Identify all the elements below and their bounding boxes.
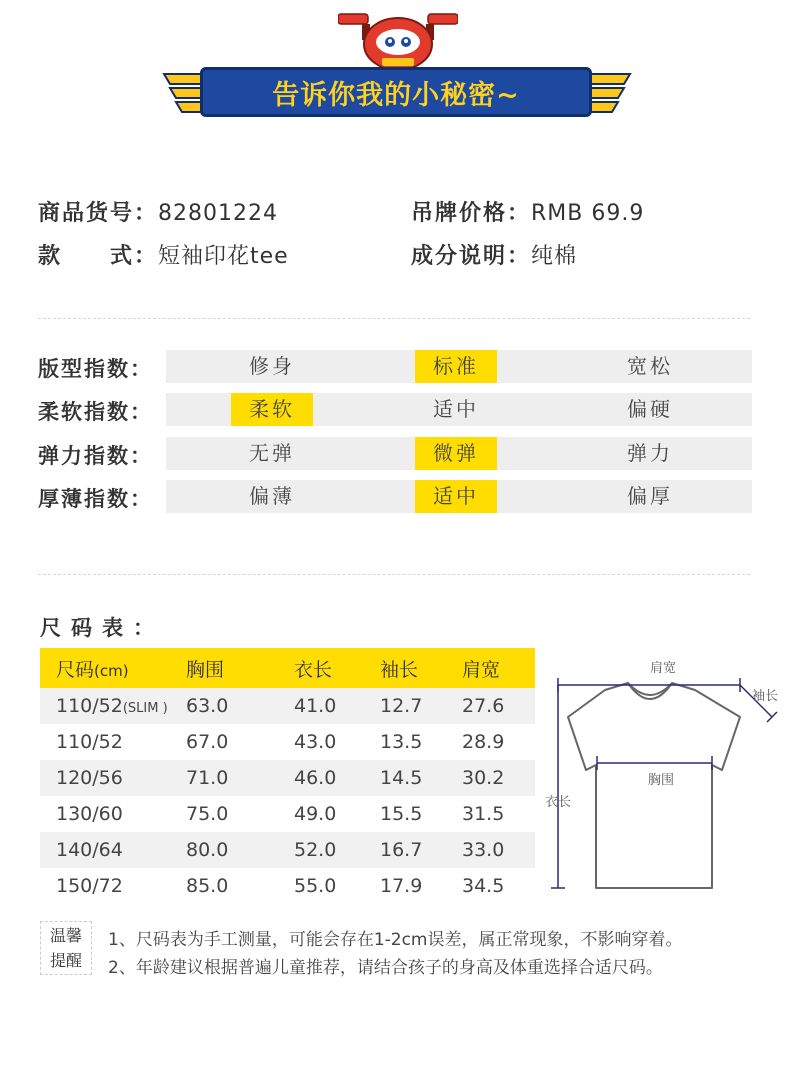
index-label-elasticity: 弹力指数： [38,444,153,468]
index-bar-thickness [166,480,752,513]
table-row [40,760,535,796]
header-size-unit: (cm) [94,661,129,680]
cell-length [274,839,362,861]
header-chest: 胸围 [186,658,225,681]
cell-sleeve [362,839,452,861]
cell-sleeve-text: 15.5 [380,803,423,825]
cell-shoulder-text: 28.9 [462,731,505,753]
banner-title: 告诉你我的小秘密~ [272,79,520,111]
index-label-softness: 柔软指数： [38,400,153,424]
cell-chest [178,767,274,789]
index-option: 宽松 [627,354,673,378]
cell-sleeve-text: 13.5 [380,731,423,753]
style-value: 短袖印花tee [158,244,289,269]
header-size-text: 尺码 [56,658,95,681]
price-row [411,196,644,227]
cell-sleeve [362,803,452,825]
cell-sleeve [362,731,452,753]
cell-chest [178,875,274,897]
cell-shoulder [452,839,535,861]
diagram-label-length: 衣长 [545,795,572,810]
index-bar-fit [166,350,752,383]
cell-length-text: 46.0 [294,767,337,789]
cell-size-text: 110/52 [56,731,123,753]
mascot-plane-icon [338,6,458,70]
cell-size-text: 120/56 [56,767,123,789]
cell-length [274,803,362,825]
cell-sleeve [362,695,452,717]
header-length: 衣长 [294,658,333,681]
cell-size-note: (SLIM ) [122,701,168,716]
diagram-label-sleeve: 袖长 [752,689,779,704]
cell-length-text: 43.0 [294,731,337,753]
table-row [40,688,535,724]
index-option: 标准 [415,350,497,383]
cell-length-text: 52.0 [294,839,337,861]
price-value: RMB 69.9 [531,201,645,226]
cell-length-text: 55.0 [294,875,337,897]
size-table-header [40,648,535,688]
wing-right-icon [586,70,634,116]
cell-shoulder-text: 31.5 [462,803,505,825]
index-option: 微弹 [415,437,497,470]
cell-length-text: 49.0 [294,803,337,825]
cell-length [274,767,362,789]
index-option: 无弹 [249,441,295,465]
index-option: 偏薄 [249,484,295,508]
item-number-value: 82801224 [158,201,278,226]
cell-chest-text: 85.0 [186,875,229,897]
item-number-row [38,196,278,227]
cell-sleeve-text: 16.7 [380,839,423,861]
material-label: 成分说明： [411,244,532,269]
index-option: 适中 [433,397,479,421]
cell-size [40,767,178,789]
notes-tag-line2: 提醒 [49,951,82,970]
cell-length-text: 41.0 [294,695,337,717]
cell-size [40,803,178,825]
cell-size-text: 140/64 [56,839,123,861]
diagram-label-chest: 胸围 [648,773,675,788]
cell-chest [178,731,274,753]
cell-chest-text: 75.0 [186,803,229,825]
index-bar-elasticity [166,437,752,470]
diagram-label-shoulder: 肩宽 [650,661,677,676]
note-item: 2、年龄建议根据普遍儿童推荐，请结合孩子的身高及体重选择合适尺码。 [108,958,663,978]
cell-size-text: 130/60 [56,803,123,825]
header-banner [0,0,790,130]
header-size [40,655,178,682]
size-table-body [40,688,535,904]
cell-chest [178,803,274,825]
cell-size-text: 110/52 [56,695,123,717]
index-option: 适中 [415,480,497,513]
index-label-fit: 版型指数： [38,357,153,381]
cell-shoulder [452,803,535,825]
cell-length [274,731,362,753]
cell-chest [178,695,274,717]
cell-sleeve-text: 14.5 [380,767,423,789]
header-shoulder: 肩宽 [462,658,501,681]
material-row [411,239,577,270]
cell-chest-text: 71.0 [186,767,229,789]
note-item: 1、尺码表为手工测量，可能会存在1-2cm误差，属正常现象，不影响穿着。 [108,930,683,950]
tshirt-measure-diagram [540,645,785,900]
index-option: 修身 [249,354,295,378]
cell-length [274,875,362,897]
cell-chest-text: 67.0 [186,731,229,753]
size-table [40,648,535,904]
cell-size [40,695,178,717]
price-label: 吊牌价格： [411,201,532,226]
cell-shoulder [452,875,535,897]
index-bar-softness [166,393,752,426]
cell-shoulder-text: 30.2 [462,767,505,789]
cell-size [40,731,178,753]
cell-length [274,695,362,717]
item-number-label: 商品货号： [38,201,159,226]
cell-shoulder-text: 33.0 [462,839,505,861]
table-row [40,868,535,904]
cell-shoulder [452,767,535,789]
cell-shoulder-text: 27.6 [462,695,505,717]
divider [38,574,750,575]
divider [38,318,750,319]
index-option: 偏硬 [627,397,673,421]
cell-chest [178,839,274,861]
notes-tag-line1: 温馨 [49,926,82,945]
index-option: 弹力 [627,441,673,465]
cell-shoulder [452,695,535,717]
cell-shoulder-text: 34.5 [462,875,505,897]
header-sleeve: 袖长 [380,658,419,681]
cell-sleeve-text: 12.7 [380,695,423,717]
material-value: 纯棉 [531,244,578,269]
banner-title-bar [200,67,592,117]
table-row [40,796,535,832]
cell-sleeve [362,767,452,789]
cell-chest-text: 63.0 [186,695,229,717]
notes-tag [40,921,92,975]
cell-chest-text: 80.0 [186,839,229,861]
cell-sleeve [362,875,452,897]
cell-sleeve-text: 17.9 [380,875,423,897]
cell-size [40,875,178,897]
style-label: 款 式： [38,244,159,269]
style-row [38,239,289,270]
table-row [40,832,535,868]
cell-size [40,839,178,861]
index-option: 柔软 [231,393,313,426]
table-row [40,724,535,760]
cell-size-text: 150/72 [56,875,123,897]
cell-shoulder [452,731,535,753]
index-label-thickness: 厚薄指数： [38,487,153,511]
size-chart-title: 尺码表： [40,616,164,640]
index-option: 偏厚 [627,484,673,508]
